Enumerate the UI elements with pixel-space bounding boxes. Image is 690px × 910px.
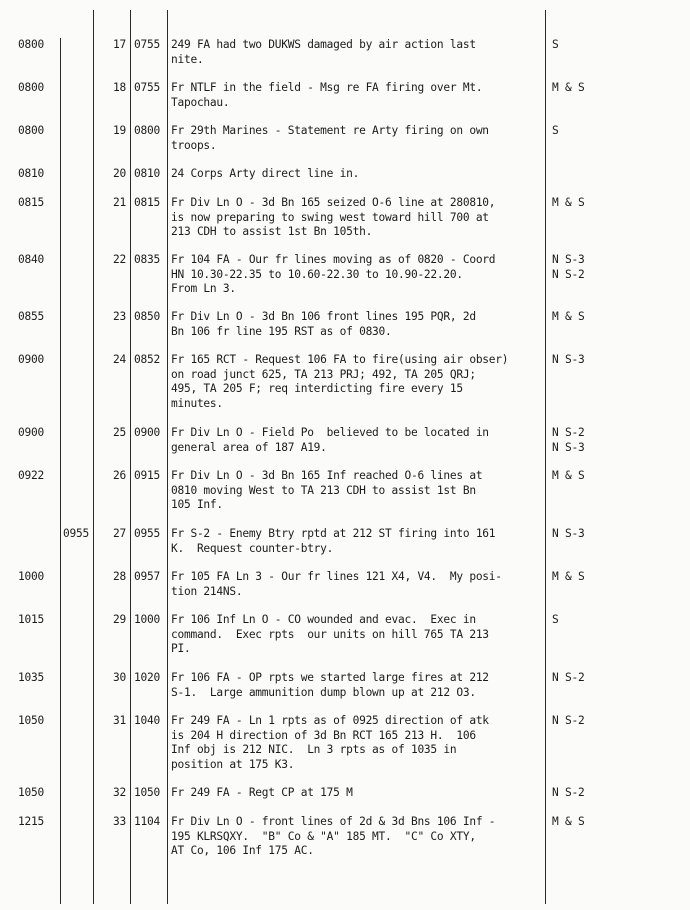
- entry-received-time: 0810: [134, 167, 160, 180]
- entry-serial: 29: [113, 613, 126, 626]
- entry-received-time: 0900: [134, 426, 160, 439]
- entry-received-time: 1020: [134, 671, 160, 684]
- column-rule-5: [545, 10, 546, 904]
- entry-action: [552, 671, 584, 686]
- entry-time: 0810: [18, 167, 44, 180]
- action-line: N S-3: [552, 440, 585, 454]
- entry-time: 0800: [18, 81, 44, 94]
- message-line: position at 175 K3.: [171, 757, 295, 771]
- column-rule-1: [60, 38, 61, 904]
- entry-received-time: 0955: [134, 527, 160, 540]
- message-line: Fr Div Ln O - 3d Bn 165 Inf reached O-6 lines at: [171, 469, 483, 482]
- entry-action: [552, 527, 584, 542]
- message-line: Fr 165 RCT - Request 106 FA to fire(using air obser): [171, 353, 509, 366]
- message-line: From Ln 3.: [171, 282, 236, 295]
- entry-message: [171, 815, 495, 859]
- entry-received-time: 1104: [134, 815, 160, 828]
- entry-received-time: 1000: [134, 613, 160, 626]
- message-line: Bn 106 fr line 195 RST as of 0830.: [171, 324, 392, 338]
- message-line: general area of 187 A19.: [171, 440, 327, 454]
- entry-action: [552, 815, 584, 830]
- entry-time: 1015: [18, 613, 44, 626]
- entry-serial: 31: [113, 714, 126, 727]
- action-line: N S-2: [552, 267, 585, 281]
- action-line: M & S: [552, 196, 585, 209]
- entry-time: 1215: [18, 815, 44, 828]
- message-line: 495, TA 205 F; req interdicting fire every 15: [171, 382, 463, 395]
- entry-serial: 30: [113, 671, 126, 684]
- message-line: Fr Div Ln O - Field Po believed to be located in: [171, 426, 489, 439]
- entry-action: [552, 353, 584, 368]
- message-line: Fr Div Ln O - 3d Bn 165 seized O-6 line at 280810,: [171, 196, 496, 209]
- action-line: M & S: [552, 469, 585, 482]
- entry-received-time: 1050: [134, 786, 160, 799]
- entry-time: 0815: [18, 196, 44, 209]
- message-line: Fr 249 FA - Ln 1 rpts as of 0925 direction of atk: [171, 714, 489, 727]
- entry-serial: 23: [113, 310, 126, 323]
- action-line: S: [552, 38, 559, 51]
- message-line: 195 KLRSQXY. "B" Co & "A" 185 MT. "C" Co XTY,: [171, 829, 476, 843]
- message-line: command. Exec rpts our units on hill 765 TA 213: [171, 627, 489, 641]
- entry-received-time: 0915: [134, 469, 160, 482]
- action-line: N S-3: [552, 253, 585, 266]
- entry-time-alt: 0955: [63, 527, 89, 540]
- entry-received-time: 0815: [134, 196, 160, 209]
- message-line: Fr 29th Marines - Statement re Arty firing on own: [171, 124, 489, 137]
- message-line: Fr S-2 - Enemy Btry rptd at 212 ST firing into 161: [171, 527, 496, 540]
- message-line: on road junct 625, TA 213 PRJ; 492, TA 205 QRJ;: [171, 367, 476, 381]
- message-line: minutes.: [171, 396, 223, 410]
- entry-message: [171, 196, 495, 240]
- action-line: N S-2: [552, 671, 585, 684]
- action-line: S: [552, 124, 559, 137]
- action-line: M & S: [552, 570, 585, 583]
- entry-time: 1050: [18, 714, 44, 727]
- action-line: N S-3: [552, 527, 585, 540]
- entry-serial: 18: [113, 81, 126, 94]
- message-line: 0810 moving West to TA 213 CDH to assist 1st Bn: [171, 483, 476, 497]
- entry-action: [552, 253, 584, 282]
- entry-serial: 32: [113, 786, 126, 799]
- entry-received-time: 1040: [134, 714, 160, 727]
- entry-action: [552, 38, 559, 53]
- entry-received-time: 0957: [134, 570, 160, 583]
- message-line: 105 Inf.: [171, 498, 223, 511]
- entry-message: [171, 786, 353, 801]
- entry-serial: 27: [113, 527, 126, 540]
- column-rule-2: [93, 10, 94, 904]
- entry-time: 1035: [18, 671, 44, 684]
- entry-time: 0922: [18, 469, 44, 482]
- message-line: Fr 105 FA Ln 3 - Our fr lines 121 X4, V4. My posi-: [171, 570, 502, 583]
- entry-time: 0900: [18, 426, 44, 439]
- entry-message: [171, 38, 476, 67]
- entry-received-time: 0800: [134, 124, 160, 137]
- entry-action: [552, 786, 584, 801]
- entry-serial: 24: [113, 353, 126, 366]
- entry-action: [552, 310, 584, 325]
- message-line: Fr 104 FA - Our fr lines moving as of 0820 - Coord: [171, 253, 496, 266]
- entry-message: [171, 81, 482, 110]
- action-line: N S-2: [552, 714, 585, 727]
- action-line: N S-2: [552, 786, 585, 799]
- entry-serial: 17: [113, 38, 126, 51]
- entry-time: 0900: [18, 353, 44, 366]
- entry-time: 1000: [18, 570, 44, 583]
- entry-received-time: 0755: [134, 81, 160, 94]
- entry-time: 0800: [18, 38, 44, 51]
- entry-received-time: 0850: [134, 310, 160, 323]
- message-line: PI.: [171, 642, 191, 655]
- action-line: M & S: [552, 81, 585, 94]
- message-line: Fr 106 Inf Ln O - CO wounded and evac. Exec in: [171, 613, 476, 626]
- entry-action: [552, 570, 584, 585]
- entry-received-time: 0852: [134, 353, 160, 366]
- message-line: AT Co, 106 Inf 175 AC.: [171, 844, 314, 857]
- entry-serial: 28: [113, 570, 126, 583]
- message-line: Fr 106 FA - OP rpts we started large fires at 212: [171, 671, 489, 684]
- action-line: M & S: [552, 815, 585, 828]
- message-line: 249 FA had two DUKWS damaged by air action last: [171, 38, 476, 51]
- message-line: HN 10.30-22.35 to 10.60-22.30 to 10.90-22.20.: [171, 267, 463, 281]
- column-rule-4: [167, 10, 168, 904]
- entry-serial: 19: [113, 124, 126, 137]
- entry-received-time: 0755: [134, 38, 160, 51]
- entry-message: [171, 527, 495, 556]
- entry-serial: 25: [113, 426, 126, 439]
- message-line: Fr Div Ln O - front lines of 2d & 3d Bns 106 Inf -: [171, 815, 496, 828]
- message-line: Fr 249 FA - Regt CP at 175 M: [171, 786, 353, 799]
- message-line: 213 CDH to assist 1st Bn 105th.: [171, 225, 373, 238]
- message-line: Inf obj is 212 NIC. Ln 3 rpts as of 1035 in: [171, 743, 457, 756]
- entry-message: [171, 253, 495, 297]
- entry-action: [552, 426, 584, 455]
- entry-action: [552, 469, 584, 484]
- entry-serial: 33: [113, 815, 126, 828]
- entry-message: [171, 613, 489, 657]
- entry-message: [171, 426, 489, 455]
- message-line: is now preparing to swing west toward hill 700 at: [171, 210, 489, 224]
- entry-action: [552, 196, 584, 211]
- message-line: tion 214NS.: [171, 584, 243, 598]
- column-rule-3: [130, 10, 131, 904]
- message-line: is 204 H direction of 3d Bn RCT 165 213 H. 106: [171, 728, 476, 742]
- entry-time: 0800: [18, 124, 44, 137]
- entry-action: [552, 124, 559, 139]
- entry-time: 0855: [18, 310, 44, 323]
- entry-action: [552, 613, 559, 628]
- message-line: S-1. Large ammunition dump blown up at 212 O3.: [171, 685, 476, 699]
- message-line: K. Request counter-btry.: [171, 541, 334, 555]
- entry-message: [171, 124, 489, 153]
- message-line: 24 Corps Arty direct line in.: [171, 167, 360, 180]
- entry-serial: 26: [113, 469, 126, 482]
- action-line: M & S: [552, 310, 585, 323]
- entry-serial: 22: [113, 253, 126, 266]
- message-line: troops.: [171, 138, 217, 152]
- entry-message: [171, 353, 508, 411]
- message-line: Tapochau.: [171, 95, 230, 109]
- entry-time: 0840: [18, 253, 44, 266]
- message-line: Fr NTLF in the field - Msg re FA firing over Mt.: [171, 81, 483, 94]
- message-line: Fr Div Ln O - 3d Bn 106 front lines 195 PQR, 2d: [171, 310, 476, 323]
- entry-action: [552, 714, 584, 729]
- action-line: S: [552, 613, 559, 626]
- entry-message: [171, 714, 489, 772]
- entry-serial: 20: [113, 167, 126, 180]
- entry-received-time: 0835: [134, 253, 160, 266]
- action-line: N S-3: [552, 353, 585, 366]
- message-line: nite.: [171, 52, 204, 66]
- entry-message: [171, 310, 476, 339]
- entry-serial: 21: [113, 196, 126, 209]
- entry-message: [171, 167, 359, 182]
- entry-message: [171, 671, 489, 700]
- entry-time: 1050: [18, 786, 44, 799]
- entry-message: [171, 570, 502, 599]
- action-line: N S-2: [552, 426, 585, 439]
- entry-action: [552, 81, 584, 96]
- entry-message: [171, 469, 482, 513]
